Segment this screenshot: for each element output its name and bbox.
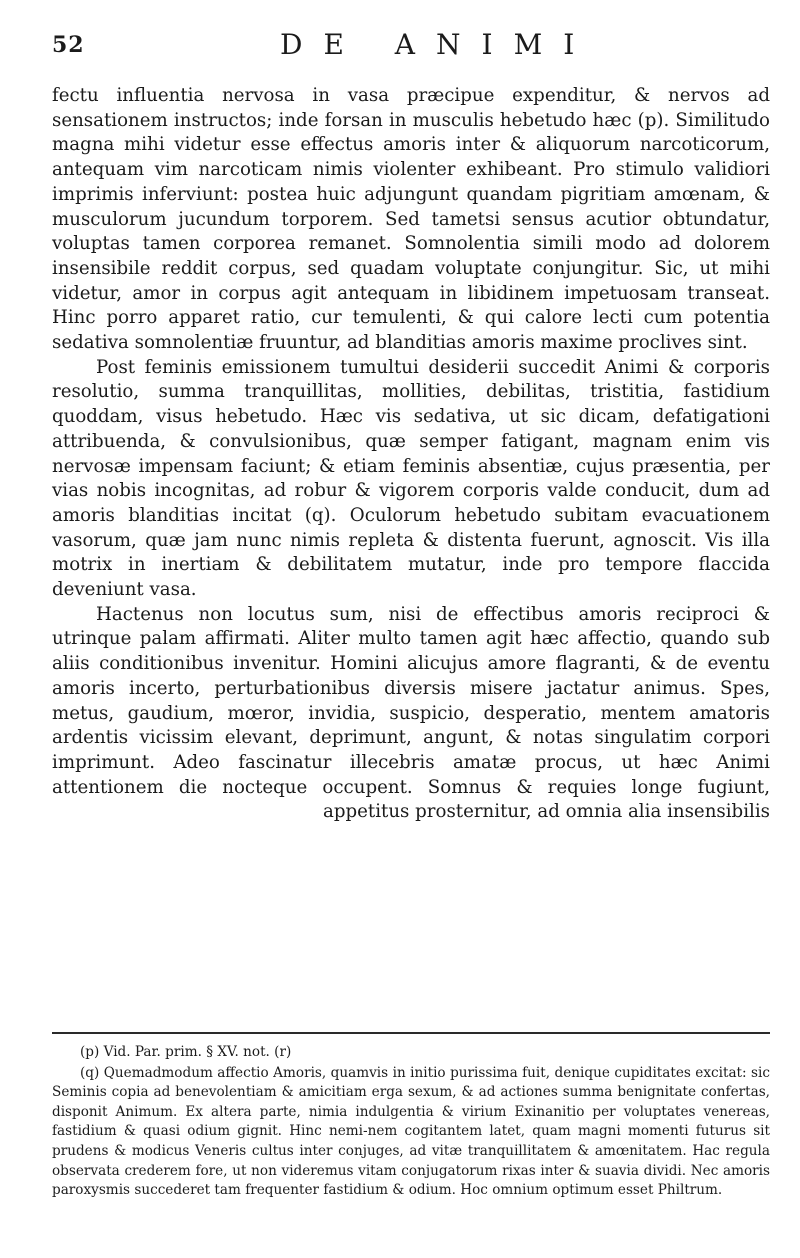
- footnote-divider: [52, 1032, 770, 1034]
- page-number: 52: [52, 32, 85, 58]
- paragraph-2: Post feminis emissionem tumultui desiderii succedit Animi & corporis resolutio, summa tranquillitas, mollities, debilitas, tristitia, fastidium quoddam, visus hebetudo. Hæc vis sedativa, ut sic dicam, defatigationi attribuenda, & convulsionibus, quæ semper fatigant, magnam enim vis nervosæ impensam faciunt; & etiam feminis absentiæ, cujus præsentia, per vias nobis incognitas, ad robur & vigorem corporis valde conducit, dum ad amoris blanditias incitat (q). Oculorum hebetudo subitam evacuationem vasorum, quæ jam nunc nimis repleta & distenta fuerunt, agnoscit. Vis illa motrix in inertiam & debilitatem mutatur, inde pro tempore flaccida deveniunt vasa.: [52, 356, 770, 601]
- footnote-p: (p) Vid. Par. prim. § XV. not. (r): [80, 1044, 292, 1060]
- footnote-q: (q) Quemadmodum affectio Amoris, quamvis in initio purissima fuit, denique cupiditates excitat: sic Seminis copia ad benevolentiam & amicitiam erga sexum, & ad actiones summa benignitate confertas, disponit Animum. Ex altera parte, nimia indulgentia & virium Exinanitio per voluptates venereas, fastidium & quasi odium gignit. Hinc nemi-nem cogitantem latet, quam magni momenti futurus sit prudens & modicus Veneris cultus inter conjuges, ad vitæ tranquillitatem & amœnitatem. Hac regula observata crederem fore, ut non videremus vitam conjugatorum rixas inter & suavia dividi. Nec amoris paroxysmis succederet tam frequenter fastidium & odium. Hoc omnium optimum esset Philtrum.: [52, 1064, 770, 1199]
- main-text: [52, 84, 770, 825]
- running-title: DE ANIMI: [280, 28, 596, 61]
- paragraph-1: fectu influentia nervosa in vasa præcipue expenditur, & nervos ad sensationem instructos; inde forsan in musculis hebetudo hæc (p). Similitudo magna mihi videtur esse effectus amoris inter & aliquorum narcoticorum, antequam vim narcoticam nimis violenter exhibeant. Pro stimulo validiori imprimis inferviunt: postea huic adjungunt quandam pigritiam amœnam, & musculorum jucundum torporem. Sed tametsi sensus acutior obtundatur, voluptas tamen corporea remanet. Somnolentia simili modo ad dolorem insensibile reddit corpus, sed quadam voluptate conjungitur. Sic, ut mihi videtur, amor in corpus agit antequam in libidinem impetuosam transeat. Hinc porro apparet ratio, cur temulenti, & qui calore lecti cum potentia sedativa somnolentiæ fruuntur, ad blanditias amoris maxime proclives sint.: [52, 85, 770, 354]
- page-header: [0, 28, 800, 68]
- paragraph-3: Hactenus non locutus sum, nisi de effectibus amoris reciproci & utrinque palam affirmati. Aliter multo tamen agit hæc affectio, quando sub aliis conditionibus invenitur. Homini alicujus amore flagranti, & de eventu amoris incerto, perturbationibus diversis misere jactatur animus. Spes, metus, gaudium, mœror, invidia, suspicio, desperatio, mentem amatoris ardentis vicissim elevant, deprimunt, angunt, & notas singulatim corpori imprimunt. Adeo fascinatur illecebris amatæ procus, ut hæc Animi attentionem die nocteque occupent. Somnus & requies longe fugiunt, appetitus prosternitur, ad omnia alia insensibilis: [52, 603, 770, 823]
- footnotes: [52, 1043, 770, 1201]
